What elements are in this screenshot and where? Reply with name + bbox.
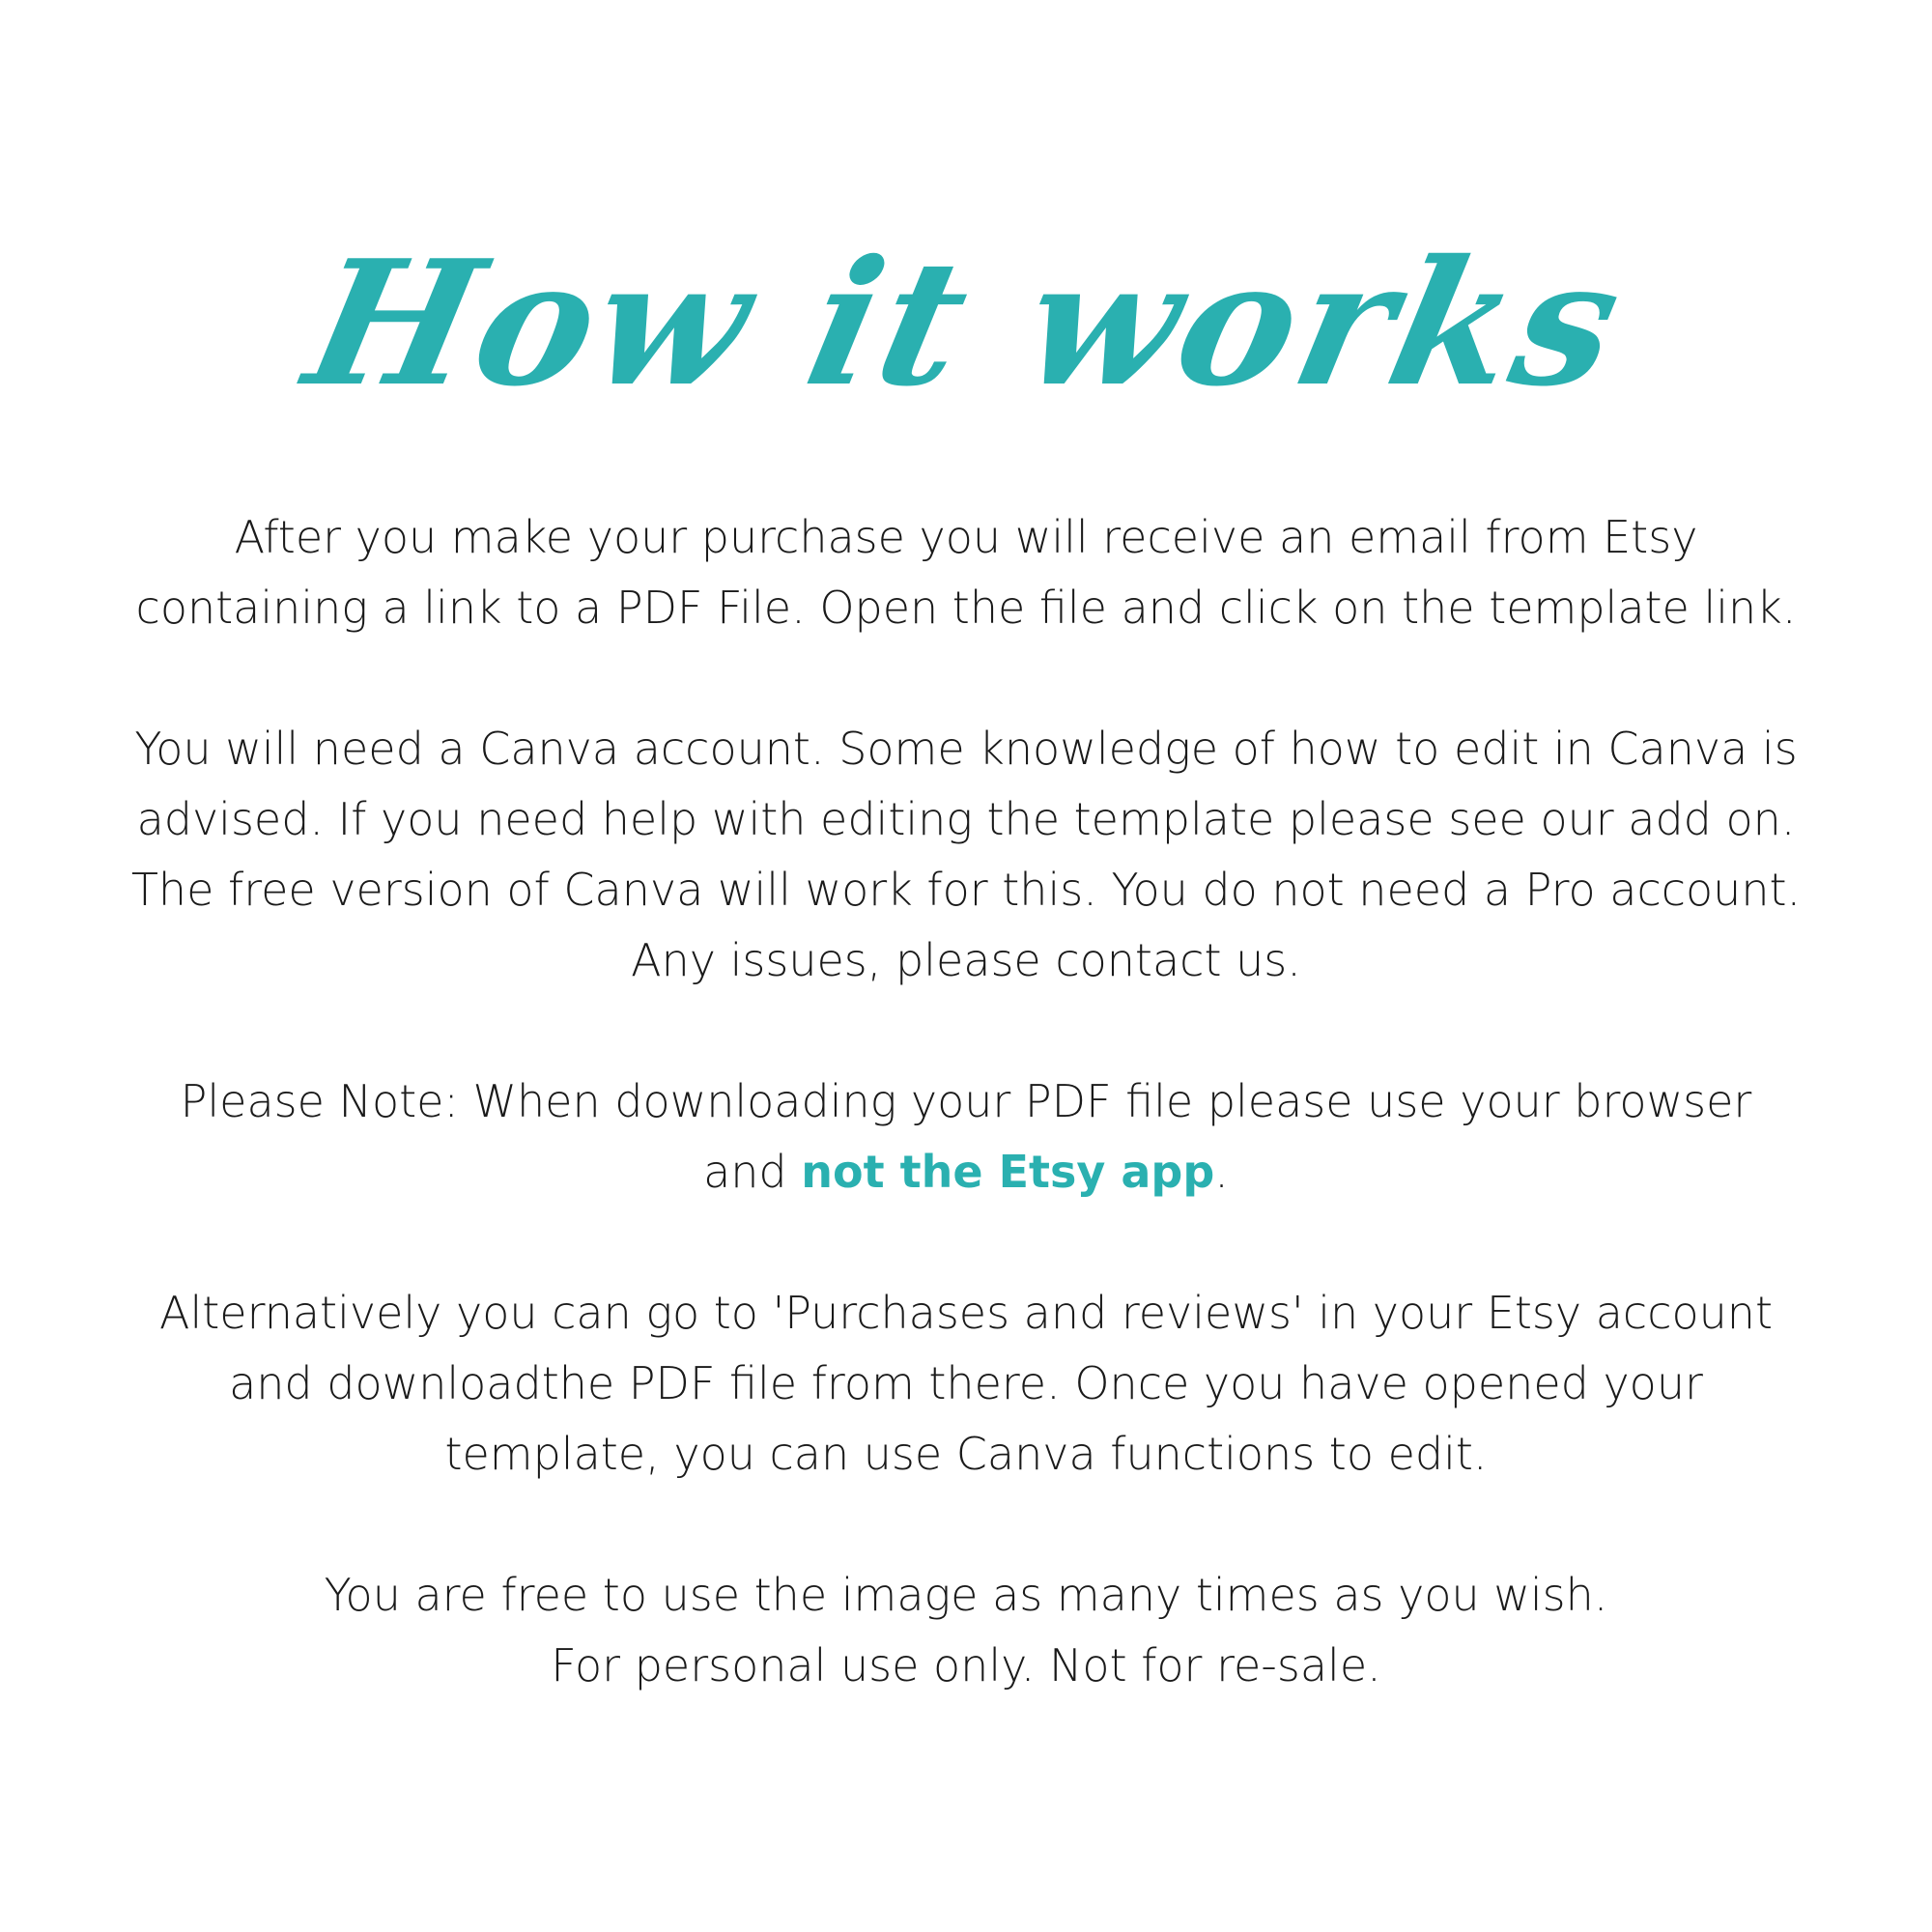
note-suffix: . (1214, 1146, 1229, 1198)
note-prefix: and (703, 1146, 802, 1198)
purchase-line-1: After you make your purchase you will receive an email from Etsy (234, 511, 1698, 563)
note-paragraph (58, 1066, 1874, 1208)
purchase-line-2: containing a link to a PDF File. Open the file and click on the template link. (135, 582, 1797, 634)
note-highlight: not the Etsy app (801, 1146, 1215, 1198)
purchase-paragraph (58, 502, 1874, 643)
instructions-body (58, 502, 1874, 1701)
canva-line-2: advised. If you need help with editing the template please see our add on. (136, 793, 1796, 845)
usage-paragraph (58, 1560, 1874, 1701)
alternative-paragraph (58, 1278, 1874, 1490)
canva-line-4: Any issues, please contact us. (631, 934, 1301, 986)
alternative-line-3: template, you can use Canva functions to edit. (444, 1428, 1488, 1480)
alternative-line-2: and downloadthe PDF file from there. Once you have opened your (229, 1357, 1703, 1409)
note-line-2 (58, 1137, 1874, 1208)
canva-account-paragraph (58, 714, 1874, 996)
note-line-1: Please Note: When downloading your PDF file please use your browser (180, 1075, 1752, 1127)
canva-line-3: The free version of Canva will work for this. You do not need a Pro account. (130, 864, 1802, 916)
usage-line-1: You are free to use the image as many times as you wish. (324, 1569, 1608, 1621)
alternative-line-1: Alternatively you can go to 'Purchases and reviews' in your Etsy account (159, 1287, 1773, 1339)
page-title: How it works (292, 222, 1640, 424)
usage-line-2: For personal use only. Not for re-sale. (551, 1639, 1381, 1691)
canva-line-1: You will need a Canva account. Some knowledge of how to edit in Canva is (134, 723, 1798, 775)
